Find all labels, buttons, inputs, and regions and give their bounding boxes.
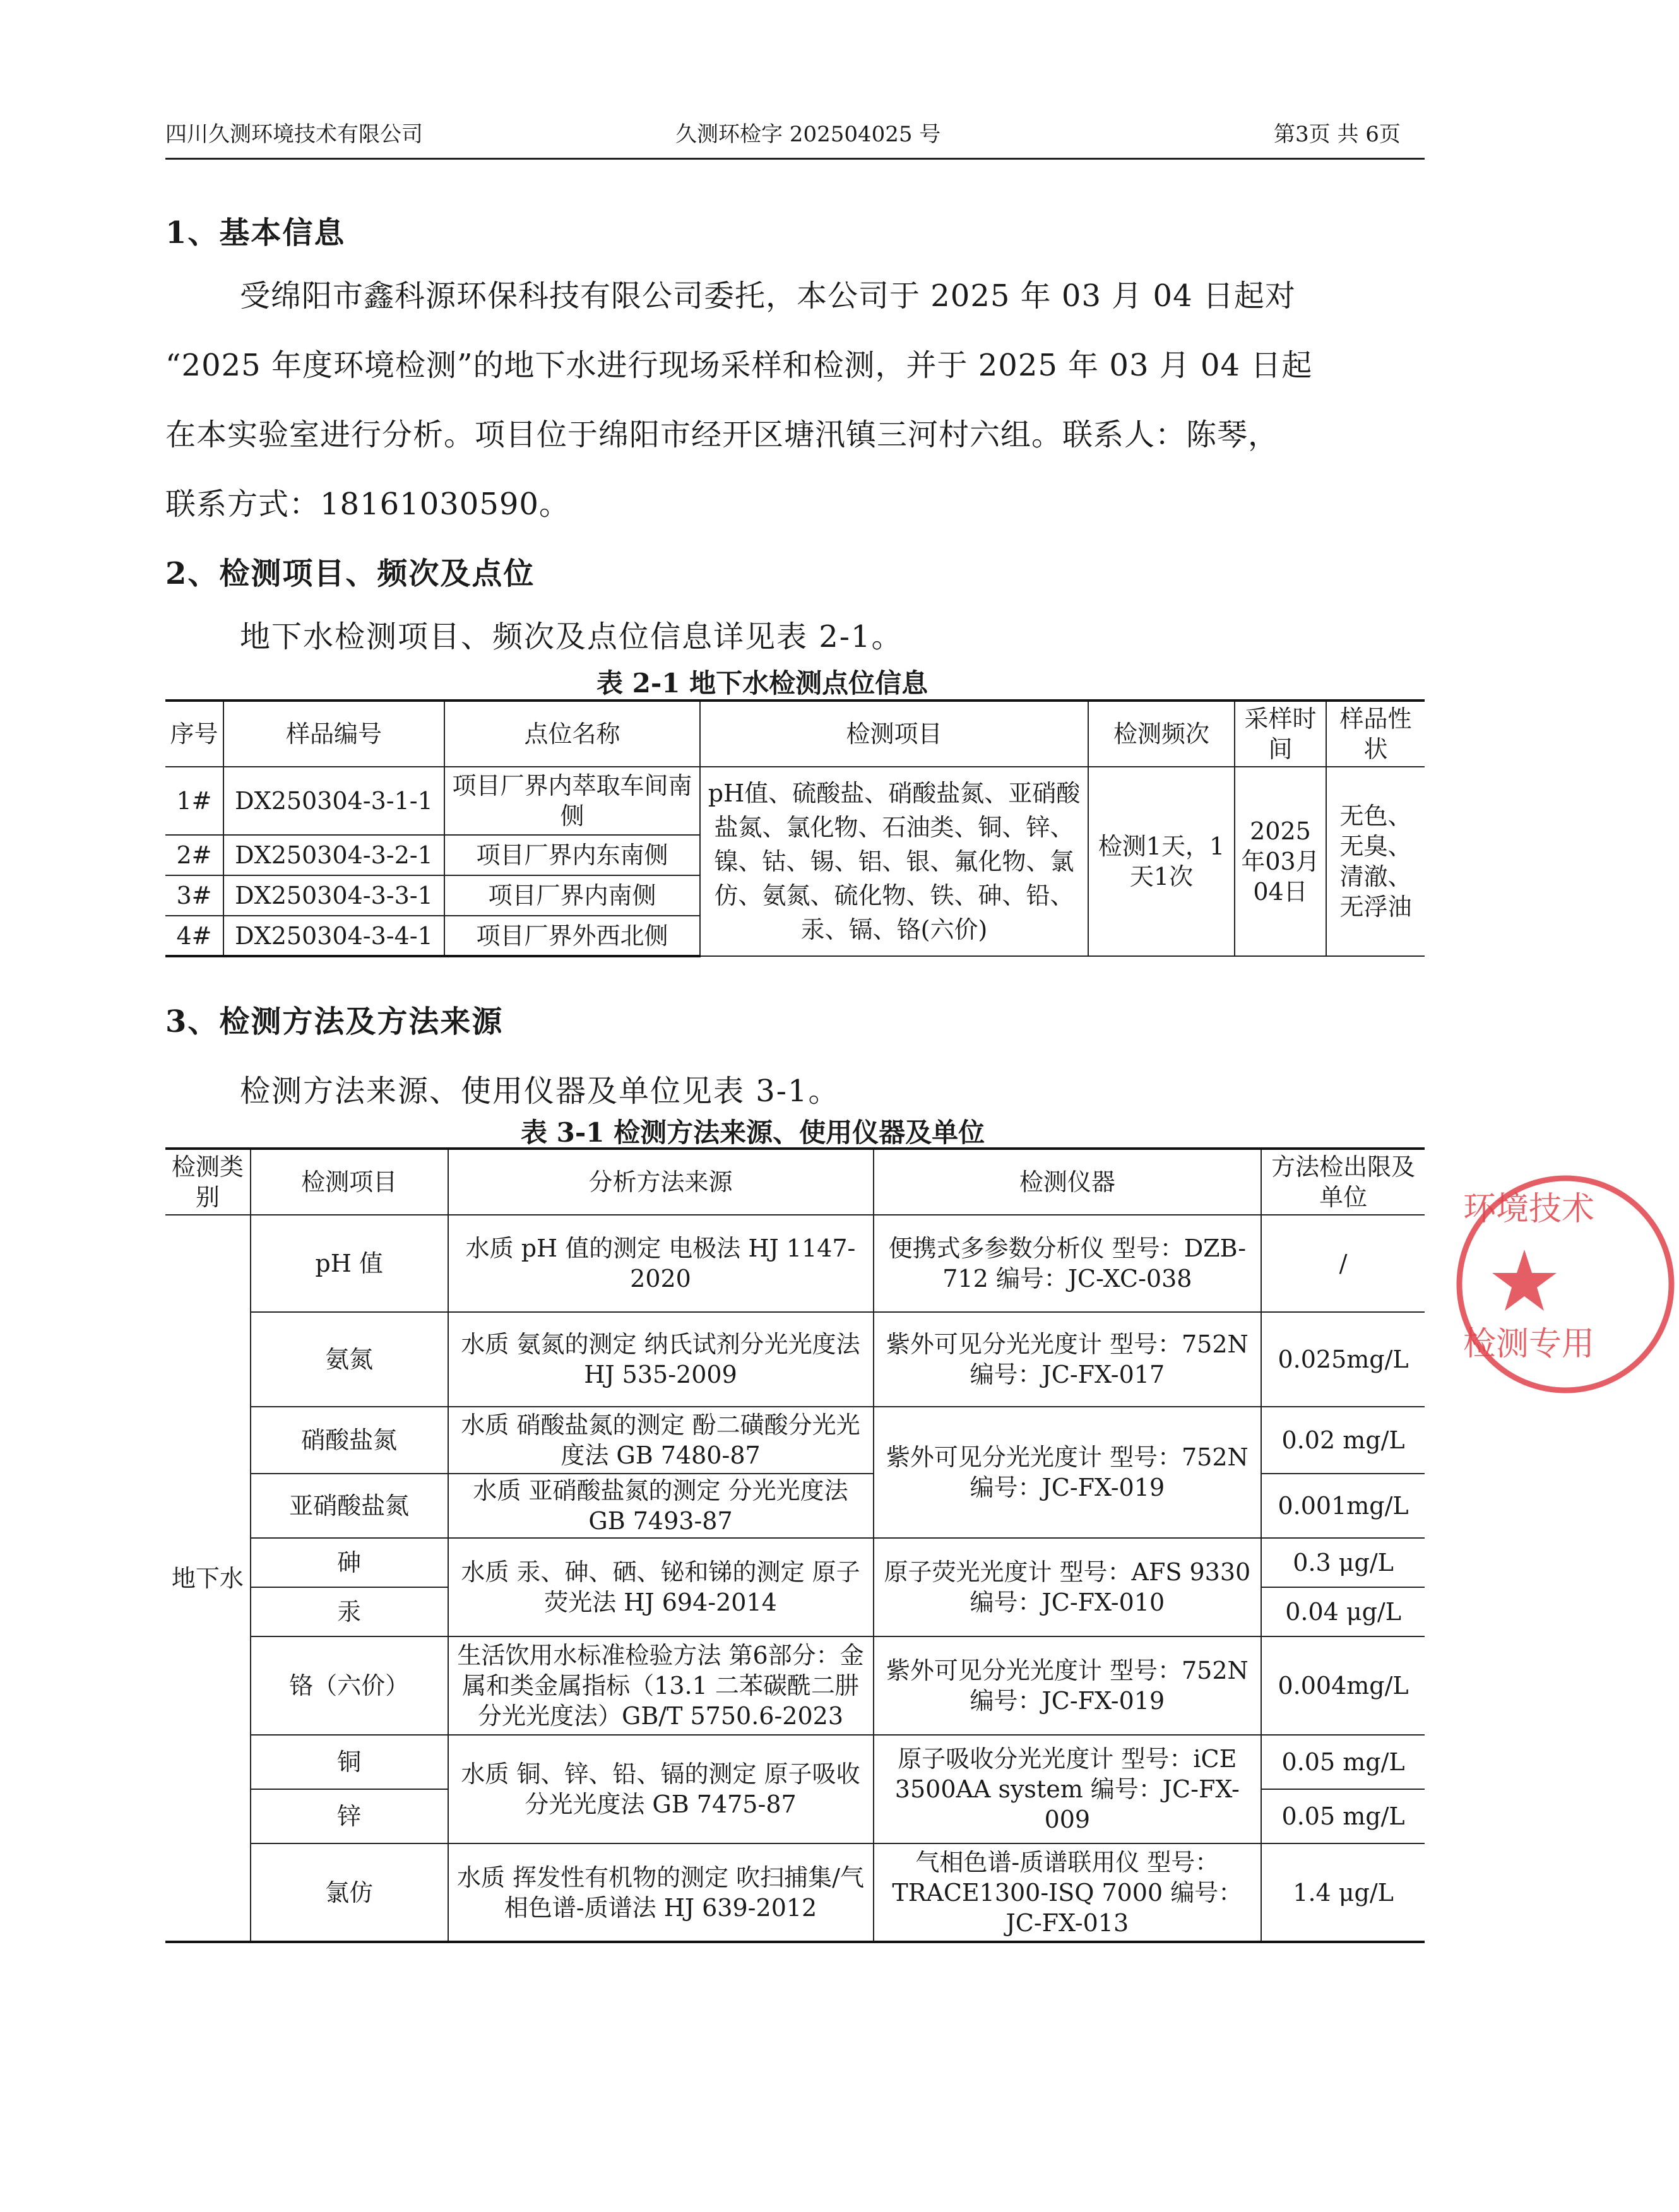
t21-frequency: 检测1天，1天1次 <box>1088 767 1235 956</box>
table-3-1 <box>165 1147 1425 1943</box>
t31-row8-item: 铜 <box>251 1735 448 1789</box>
t31-row8-limit: 0.05 mg/L <box>1261 1735 1425 1789</box>
t31-header-instrument: 检测仪器 <box>874 1149 1262 1215</box>
section1-paragraph-line3: 在本实验室进行分析。项目位于绵阳市经开区塘汛镇三河村六组。联系人：陈琴， <box>165 417 1279 452</box>
t31-row6-limit: 0.04 μg/L <box>1261 1587 1425 1636</box>
t21-header-time: 采样时间 <box>1235 701 1326 767</box>
section1-title: 1、基本信息 <box>165 215 346 251</box>
t31-row2-method: 水质 氨氮的测定 纳氏试剂分光光度法 HJ 535-2009 <box>448 1312 874 1407</box>
t21-row3-site: 项目厂界内南侧 <box>444 875 700 916</box>
t31-row7-limit: 0.004mg/L <box>1261 1636 1425 1735</box>
section3-title: 3、检测方法及方法来源 <box>165 1004 504 1039</box>
t21-row3-no: 3# <box>165 875 223 916</box>
t31-row4-method: 水质 亚硝酸盐氮的测定 分光光度法 GB 7493-87 <box>448 1474 874 1538</box>
t31-header-limit: 方法检出限及单位 <box>1261 1149 1425 1215</box>
section3-intro: 检测方法来源、使用仪器及单位见表 3-1。 <box>240 1073 840 1109</box>
t31-row1-item: pH 值 <box>251 1215 448 1312</box>
t31-header-method: 分析方法来源 <box>448 1149 874 1215</box>
t31-row3-instrument: 紫外可见分光光度计 型号：752N 编号：JC-FX-019 <box>874 1407 1262 1538</box>
t31-row7-method: 生活饮用水标准检验方法 第6部分：金属和类金属指标（13.1 二苯碳酰二肼分光光度法）GB/T 5750.6-2023 <box>448 1636 874 1735</box>
t31-row5-limit: 0.3 μg/L <box>1261 1538 1425 1587</box>
t31-row7-item: 铬（六价） <box>251 1636 448 1735</box>
header-company: 四川久测环境技术有限公司 <box>165 122 423 147</box>
stamp-text-top: 环境技术 <box>1463 1190 1595 1228</box>
t31-row2-item: 氨氮 <box>251 1312 448 1407</box>
t21-row2-no: 2# <box>165 835 223 875</box>
header-report-number: 久测环检字 202504025 号 <box>675 122 941 147</box>
section2-title: 2、检测项目、频次及点位 <box>165 556 535 591</box>
t31-row4-limit: 0.001mg/L <box>1261 1474 1425 1538</box>
t21-appearance: 无色、无臭、清澈、无浮油 <box>1326 767 1425 956</box>
t31-header-item: 检测项目 <box>251 1149 448 1215</box>
t31-row4-item: 亚硝酸盐氮 <box>251 1474 448 1538</box>
stamp-text-bottom: 检测专用 <box>1463 1325 1595 1363</box>
t31-row3-limit: 0.02 mg/L <box>1261 1407 1425 1474</box>
table31-caption: 表 3-1 检测方法来源、使用仪器及单位 <box>521 1117 985 1148</box>
t31-row8-instrument: 原子吸收分光光度计 型号：iCE 3500AA system 编号：JC-FX-009 <box>874 1735 1262 1843</box>
t31-category: 地下水 <box>165 1215 251 1942</box>
t31-row9-limit: 0.05 mg/L <box>1261 1789 1425 1843</box>
t21-row4-site: 项目厂界外西北侧 <box>444 916 700 956</box>
t31-row10-instrument: 气相色谱-质谱联用仪 型号：TRACE1300-ISQ 7000 编号：JC-FX-013 <box>874 1843 1262 1942</box>
t21-row1-no: 1# <box>165 767 223 835</box>
t31-row7-instrument: 紫外可见分光光度计 型号：752N 编号：JC-FX-019 <box>874 1636 1262 1735</box>
t31-row5-item: 砷 <box>251 1538 448 1587</box>
t31-row1-method: 水质 pH 值的测定 电极法 HJ 1147-2020 <box>448 1215 874 1312</box>
table-2-1 <box>165 699 1425 957</box>
t31-row3-method: 水质 硝酸盐氮的测定 酚二磺酸分光光度法 GB 7480-87 <box>448 1407 874 1474</box>
t21-row4-id: DX250304-3-4-1 <box>223 916 444 956</box>
t31-row1-limit: / <box>1261 1215 1425 1312</box>
section1-paragraph-line2: “2025 年度环境检测”的地下水进行现场采样和检测，并于 2025 年 03 月 04 日起 <box>165 348 1313 383</box>
t31-header-category: 检测类别 <box>165 1149 251 1215</box>
t21-header-no: 序号 <box>165 701 223 767</box>
t21-row3-id: DX250304-3-3-1 <box>223 875 444 916</box>
t21-row2-id: DX250304-3-2-1 <box>223 835 444 875</box>
t31-row6-item: 汞 <box>251 1587 448 1636</box>
section1-paragraph-line4: 联系方式：18161030590。 <box>165 487 570 522</box>
t31-row2-limit: 0.025mg/L <box>1261 1312 1425 1407</box>
t31-row5-instrument: 原子荧光光度计 型号：AFS 9330 编号：JC-FX-010 <box>874 1538 1262 1636</box>
t21-header-appearance: 样品性状 <box>1326 701 1425 767</box>
section1-paragraph-line1: 受绵阳市鑫科源环保科技有限公司委托，本公司于 2025 年 03 月 04 日起对 <box>240 278 1296 314</box>
t21-header-sample-id: 样品编号 <box>223 701 444 767</box>
table21-caption: 表 2-1 地下水检测点位信息 <box>596 668 928 699</box>
t31-row10-limit: 1.4 μg/L <box>1261 1843 1425 1942</box>
company-seal-stamp <box>1452 1171 1679 1398</box>
t21-header-items: 检测项目 <box>700 701 1088 767</box>
t21-row2-site: 项目厂界内东南侧 <box>444 835 700 875</box>
t21-header-site: 点位名称 <box>444 701 700 767</box>
t31-row9-item: 锌 <box>251 1789 448 1843</box>
t21-row1-id: DX250304-3-1-1 <box>223 767 444 835</box>
t31-row1-instrument: 便携式多参数分析仪 型号：DZB-712 编号：JC-XC-038 <box>874 1215 1262 1312</box>
t21-header-frequency: 检测频次 <box>1088 701 1235 767</box>
t31-row10-method: 水质 挥发性有机物的测定 吹扫捕集/气相色谱-质谱法 HJ 639-2012 <box>448 1843 874 1942</box>
t31-row3-item: 硝酸盐氮 <box>251 1407 448 1474</box>
section2-intro: 地下水检测项目、频次及点位信息详见表 2-1。 <box>240 619 903 654</box>
header-rule <box>165 158 1425 160</box>
t21-row4-no: 4# <box>165 916 223 956</box>
t31-row5-method: 水质 汞、砷、硒、铋和锑的测定 原子荧光法 HJ 694-2014 <box>448 1538 874 1636</box>
t21-row1-site: 项目厂界内萃取车间南侧 <box>444 767 700 835</box>
header-page-info: 第3页 共 6页 <box>1274 122 1401 147</box>
t21-items: pH值、硫酸盐、硝酸盐氮、亚硝酸盐氮、氯化物、石油类、铜、锌、镍、钴、锡、铝、银、氟化物、氯仿、氨氮、硫化物、铁、砷、铅、汞、镉、铬(六价) <box>700 767 1088 956</box>
t31-row10-item: 氯仿 <box>251 1843 448 1942</box>
t21-time: 2025年03月04日 <box>1235 767 1326 956</box>
t31-row8-method: 水质 铜、锌、铅、镉的测定 原子吸收分光光度法 GB 7475-87 <box>448 1735 874 1843</box>
t31-row2-instrument: 紫外可见分光光度计 型号：752N 编号：JC-FX-017 <box>874 1312 1262 1407</box>
